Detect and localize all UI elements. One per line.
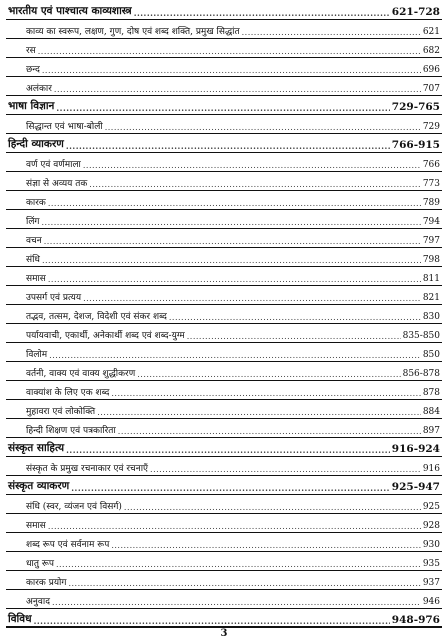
section-underline <box>6 19 442 20</box>
entry-divider <box>6 247 442 248</box>
toc-section-heading <box>8 610 440 626</box>
entry-divider <box>6 342 442 343</box>
toc-entry <box>26 116 440 132</box>
entry-page-number: 621 <box>422 27 440 37</box>
toc-entry <box>26 344 440 360</box>
entry-divider <box>6 475 442 476</box>
entry-title: अलंकार <box>26 84 52 94</box>
dot-leader <box>105 123 421 132</box>
dot-leader <box>124 503 421 512</box>
dot-leader <box>54 85 421 94</box>
entry-divider <box>6 133 442 134</box>
toc-entry <box>26 230 440 246</box>
dot-leader <box>83 161 421 170</box>
dot-leader <box>118 427 421 436</box>
entry-divider <box>6 589 442 590</box>
toc-entry <box>26 154 440 170</box>
dot-leader <box>137 370 400 379</box>
toc-section-heading <box>8 439 440 455</box>
entry-divider <box>6 399 442 400</box>
entry-page-number: 937 <box>422 578 440 588</box>
entry-title: संज्ञा से अव्यय तक <box>26 179 88 189</box>
dot-leader <box>42 66 421 75</box>
dot-leader <box>44 237 421 246</box>
dot-leader <box>111 389 420 398</box>
section-underline <box>6 152 442 153</box>
section-title: विविध <box>8 613 32 625</box>
entry-divider <box>6 437 442 438</box>
entry-page-number: 884 <box>422 407 440 417</box>
entry-title: विलोम <box>26 350 48 360</box>
entry-title: तद्भव, तत्सम, देशज, विदेशी एवं संकर शब्द <box>26 312 167 322</box>
entry-divider <box>6 285 442 286</box>
entry-title: संस्कृत के प्रमुख रचनाकार एवं रचनाएँ <box>26 464 149 474</box>
entry-title: कारक <box>26 198 46 208</box>
entry-divider <box>6 209 442 210</box>
entry-title: सिद्धान्त एवं भाषा-बोली <box>26 122 103 132</box>
dot-leader <box>49 351 421 360</box>
entry-title: संधि (स्वर, व्यंजन एवं विसर्ग) <box>26 502 122 512</box>
dot-leader <box>56 560 421 569</box>
entry-title: लिंग <box>26 217 40 227</box>
toc-entry <box>26 382 440 398</box>
entry-page-number: 935 <box>422 559 440 569</box>
entry-title: रस <box>26 46 36 56</box>
toc-entry <box>26 553 440 569</box>
section-title: हिन्दी व्याकरण <box>8 138 64 150</box>
section-page-range: 925-947 <box>391 481 440 493</box>
toc-entry <box>26 40 440 56</box>
entry-page-number: 916 <box>422 464 440 474</box>
page-number: 3 <box>220 628 228 639</box>
entry-title: वचन <box>26 236 42 246</box>
entry-divider <box>6 532 442 533</box>
entry-title: संधि <box>26 255 40 265</box>
toc-entry <box>26 496 440 512</box>
toc-entry <box>26 420 440 436</box>
toc-entry <box>26 211 440 227</box>
entry-page-number: 925 <box>422 502 440 512</box>
entry-title: काव्य का स्वरूप, लक्षण, गुण, दोष एवं शब्द शक्ति, प्रमुख सिद्धांत <box>26 27 240 37</box>
toc-entry <box>26 173 440 189</box>
entry-divider <box>6 551 442 552</box>
entry-divider <box>6 190 442 191</box>
entry-title: छन्द <box>26 65 40 75</box>
toc-section-heading <box>8 135 440 151</box>
toc-entry <box>26 515 440 531</box>
section-page-range: 621-728 <box>391 6 440 18</box>
entry-page-number: 821 <box>422 293 440 303</box>
dot-leader <box>169 313 421 322</box>
entry-page-number: 794 <box>422 217 440 227</box>
dot-leader <box>56 103 389 113</box>
section-page-range: 729-765 <box>391 101 440 113</box>
dot-leader <box>42 218 421 227</box>
entry-title: समास <box>26 274 46 284</box>
entry-page-number: 773 <box>422 179 440 189</box>
footer-divider <box>6 626 442 627</box>
entry-page-number: 856-878 <box>402 369 440 379</box>
entry-page-number: 696 <box>422 65 440 75</box>
entry-page-number: 798 <box>422 255 440 265</box>
entry-page-number: 830 <box>422 312 440 322</box>
entry-page-number: 797 <box>422 236 440 246</box>
entry-page-number: 682 <box>422 46 440 56</box>
dot-leader <box>134 8 390 18</box>
toc-entry <box>26 287 440 303</box>
entry-divider <box>6 361 442 362</box>
dot-leader <box>111 541 420 550</box>
entry-title: उपसर्ग एवं प्रत्यय <box>26 293 82 303</box>
entry-title: हिन्दी शिक्षण एवं पत्रकारिता <box>26 426 116 436</box>
entry-page-number: 946 <box>422 597 440 607</box>
entry-divider <box>6 95 442 96</box>
entry-title: पर्यायवाची, एकार्थी, अनेकार्थी शब्द एवं शब्द-युग्म <box>26 331 185 341</box>
entry-divider <box>6 608 442 609</box>
dot-leader <box>83 294 421 303</box>
entry-title: वर्तनी, वाक्य एवं वाक्य शुद्धीकरण <box>26 369 136 379</box>
toc-entry <box>26 401 440 417</box>
dot-leader <box>150 465 421 474</box>
entry-divider <box>6 323 442 324</box>
toc-entry <box>26 572 440 588</box>
dot-leader <box>48 522 421 531</box>
entry-page-number: 850 <box>422 350 440 360</box>
entry-title: समास <box>26 521 46 531</box>
section-page-range: 916-924 <box>391 443 440 455</box>
entry-divider <box>6 570 442 571</box>
entry-divider <box>6 380 442 381</box>
section-title: संस्कृत साहित्य <box>8 442 65 454</box>
toc-entry <box>26 21 440 37</box>
section-title: संस्कृत व्याकरण <box>8 480 70 492</box>
section-page-range: 948-976 <box>391 614 440 626</box>
section-page-range: 766-915 <box>391 139 440 151</box>
dot-leader <box>38 47 421 56</box>
dot-leader <box>42 256 421 265</box>
toc-entry <box>26 59 440 75</box>
dot-leader <box>97 408 421 417</box>
entry-divider <box>6 171 442 172</box>
entry-page-number: 707 <box>422 84 440 94</box>
dot-leader <box>89 180 421 189</box>
dot-leader <box>34 616 390 626</box>
entry-page-number: 729 <box>422 122 440 132</box>
entry-title: वाक्यांश के लिए एक शब्द <box>26 388 110 398</box>
entry-title: मुहावरा एवं लोकोक्ति <box>26 407 96 417</box>
entry-title: कारक प्रयोग <box>26 578 67 588</box>
entry-divider <box>6 76 442 77</box>
toc-entry <box>26 363 440 379</box>
section-underline <box>6 114 442 115</box>
toc-entry <box>26 325 440 341</box>
toc-entry <box>26 306 440 322</box>
dot-leader <box>71 483 390 493</box>
section-title: भाषा विज्ञान <box>8 100 55 112</box>
entry-page-number: 878 <box>422 388 440 398</box>
dot-leader <box>187 332 401 341</box>
toc-entry <box>26 591 440 607</box>
toc-entry <box>26 268 440 284</box>
section-underline <box>6 494 442 495</box>
entry-title: धातु रूप <box>26 559 54 569</box>
entry-divider <box>6 266 442 267</box>
dot-leader <box>66 141 390 151</box>
section-underline <box>6 456 442 457</box>
toc-section-heading <box>8 97 440 113</box>
dot-leader <box>48 199 421 208</box>
entry-page-number: 811 <box>422 274 440 284</box>
entry-title: अनुवाद <box>26 597 50 607</box>
entry-divider <box>6 304 442 305</box>
entry-page-number: 897 <box>422 426 440 436</box>
entry-page-number: 789 <box>422 198 440 208</box>
toc-entry <box>26 78 440 94</box>
entry-divider <box>6 513 442 514</box>
entry-divider <box>6 228 442 229</box>
entry-divider <box>6 38 442 39</box>
dot-leader <box>242 28 421 37</box>
entry-page-number: 930 <box>422 540 440 550</box>
toc-section-heading <box>8 2 440 18</box>
entry-page-number: 835-850 <box>402 331 440 341</box>
entry-divider <box>6 418 442 419</box>
entry-title: शब्द रूप एवं सर्वनाम रूप <box>26 540 110 550</box>
toc-entry <box>26 192 440 208</box>
entry-title: वर्ण एवं वर्णमाला <box>26 160 81 170</box>
dot-leader <box>52 598 421 607</box>
dot-leader <box>66 445 390 455</box>
dot-leader <box>48 275 421 284</box>
entry-page-number: 928 <box>422 521 440 531</box>
section-title: भारतीय एवं पाश्चात्य काव्यशास्त्र <box>8 5 132 17</box>
toc-entry <box>26 534 440 550</box>
entry-page-number: 766 <box>422 160 440 170</box>
dot-leader <box>68 579 420 588</box>
toc-entry <box>26 249 440 265</box>
entry-divider <box>6 57 442 58</box>
toc-section-heading <box>8 477 440 493</box>
toc-entry <box>26 458 440 474</box>
